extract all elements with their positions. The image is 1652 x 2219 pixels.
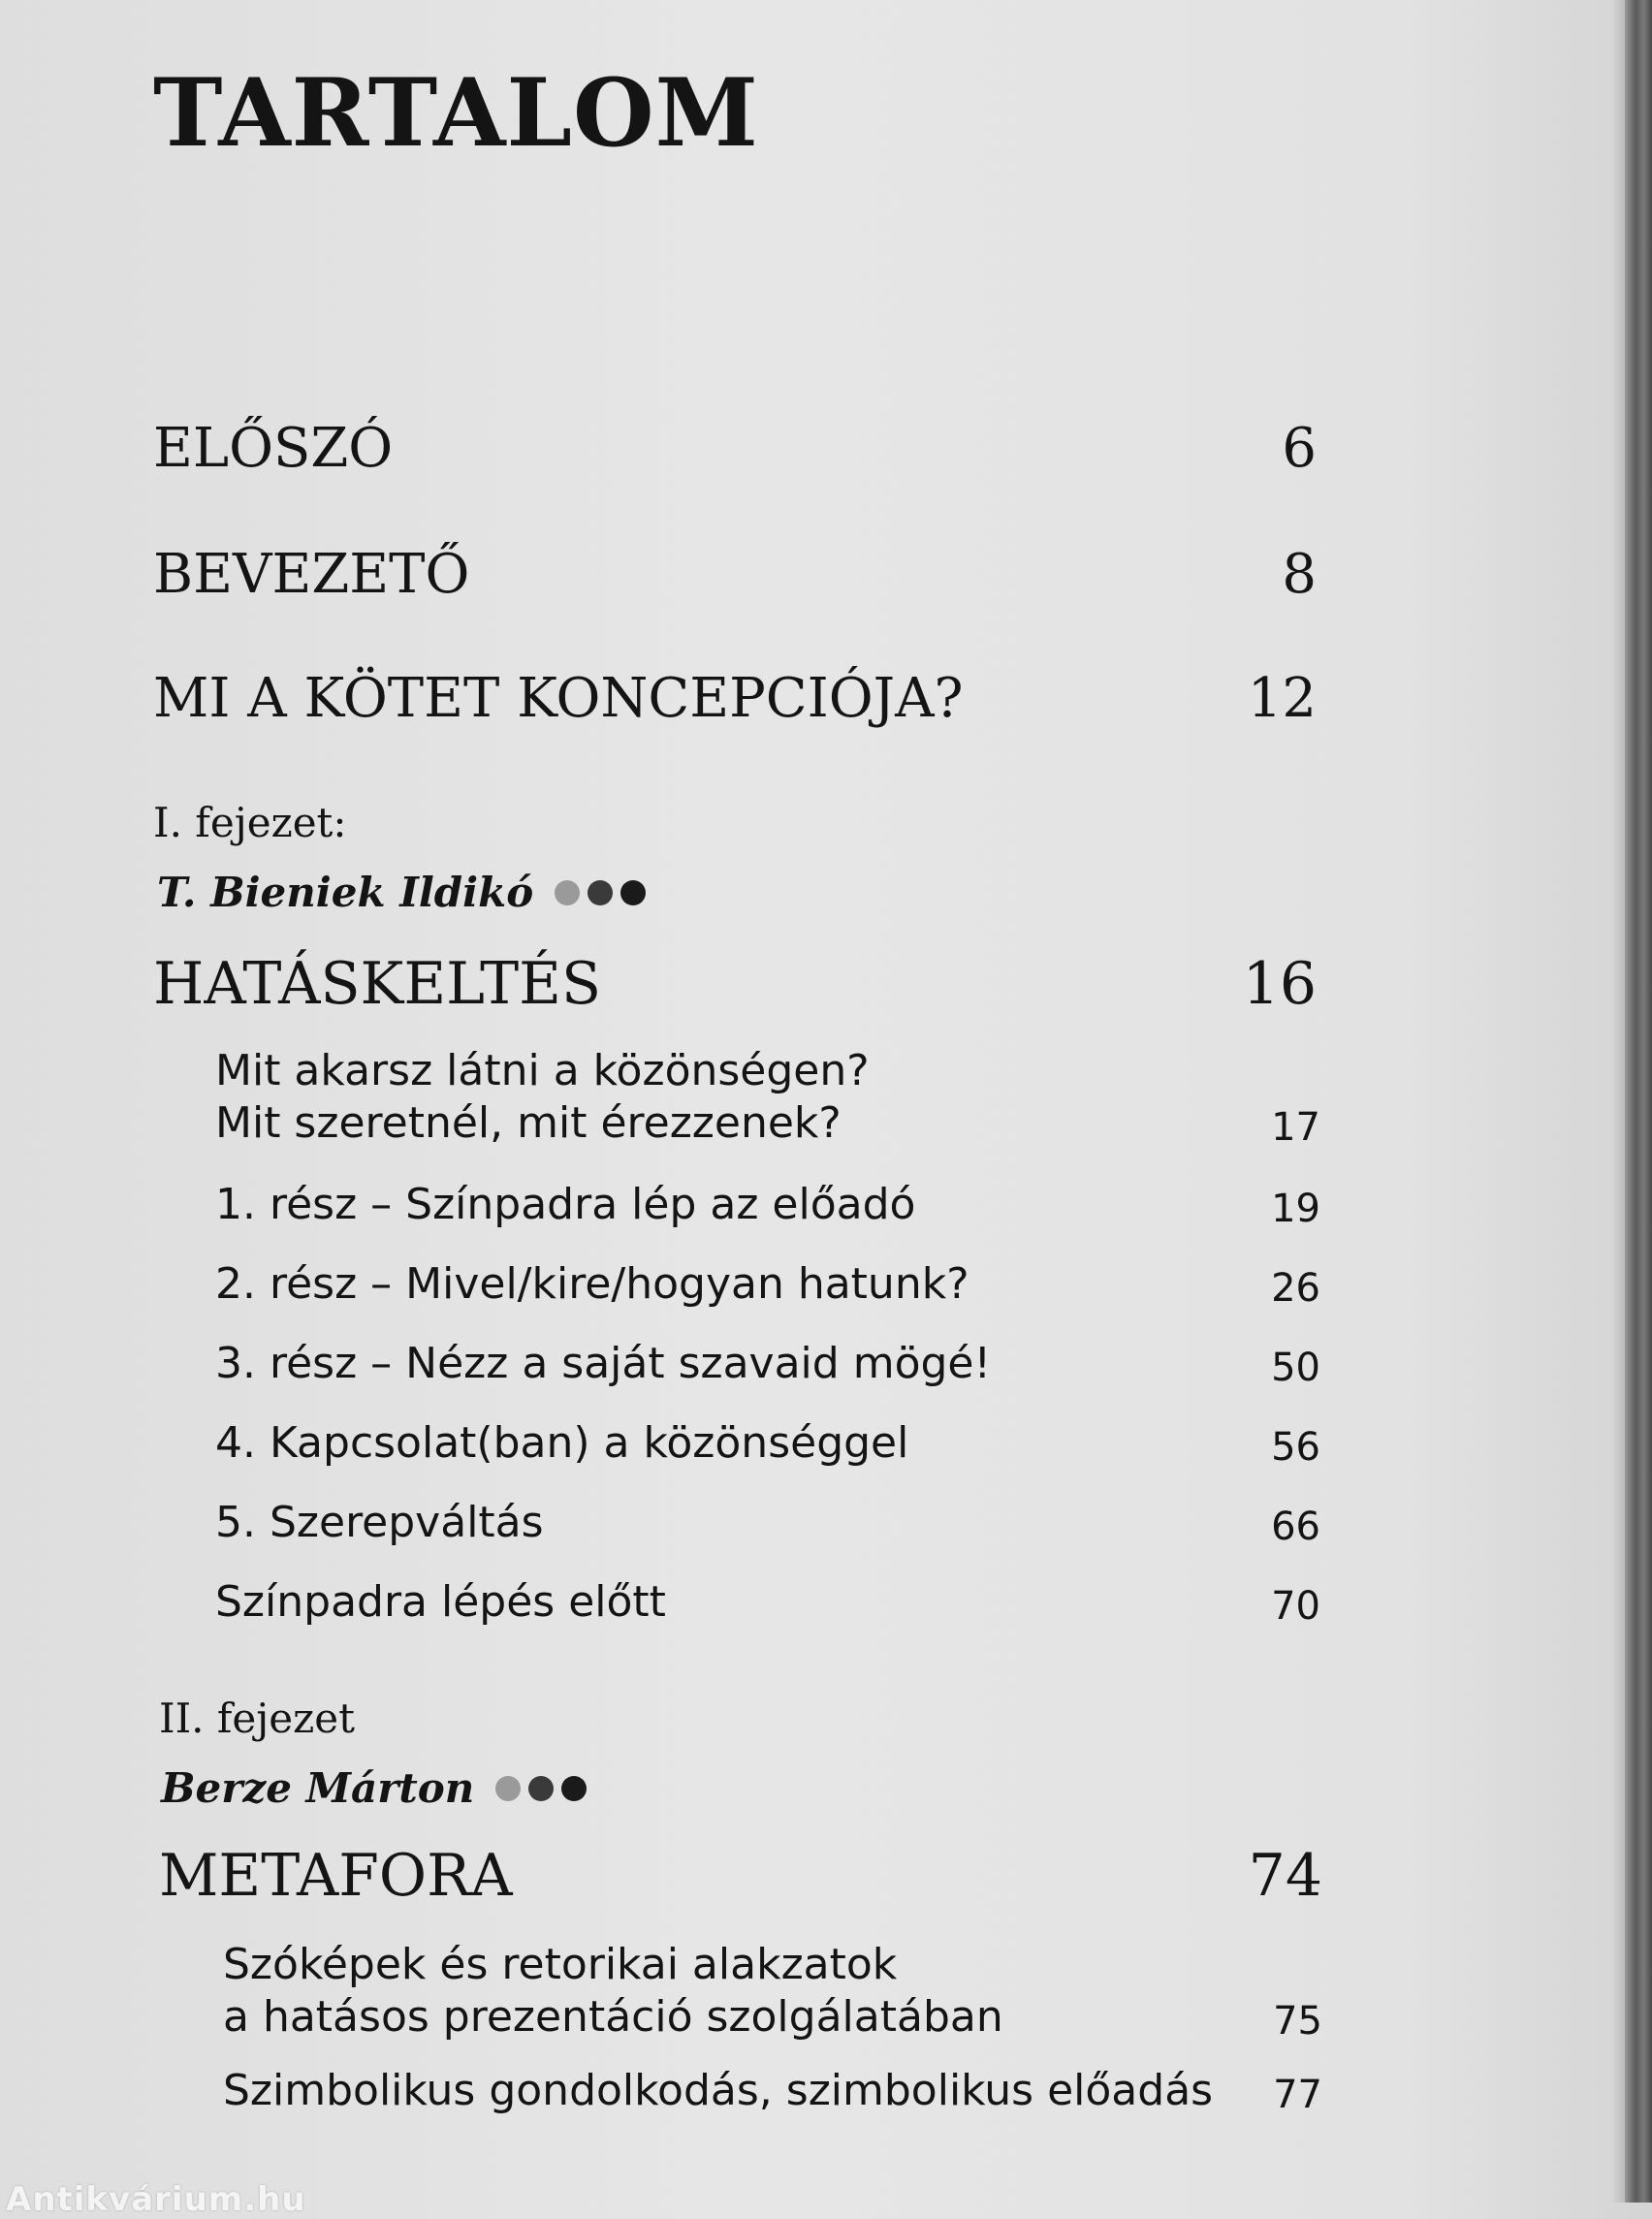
toc-entry-bevezeto [153, 543, 1317, 606]
chapter-label: I. fejezet: [153, 799, 347, 846]
toc-subentry-title: 3. rész – Nézz a saját szavaid mögé! [215, 1339, 992, 1388]
toc-subentry-page: 66 [1271, 1505, 1320, 1549]
chapter-label: II. fejezet [159, 1695, 356, 1742]
chapter-heading [153, 950, 1317, 1018]
toc-subentry [215, 1338, 1320, 1390]
dot-icon [528, 1776, 554, 1801]
toc-subentry [215, 1179, 1320, 1231]
toc-subentry-title: 4. Kapcsolat(ban) a közönséggel [215, 1418, 909, 1468]
rating-dots-icon [555, 880, 646, 905]
toc-subentry [215, 1045, 1320, 1150]
toc-subentry-title: 2. rész – Mivel/kire/hogyan hatunk? [215, 1259, 969, 1309]
toc-subentry-line: Mit akarsz látni a közönségen? [215, 1046, 870, 1095]
toc-subentry-title: Színpadra lépés előtt [215, 1577, 666, 1627]
toc-entry-page: 12 [1247, 667, 1317, 730]
chapter-heading [159, 1842, 1322, 1910]
dot-icon [561, 1776, 587, 1801]
toc-subentry [215, 1497, 1320, 1549]
book-page-edge [1625, 0, 1652, 2203]
dot-icon [620, 880, 646, 905]
chapter-author [161, 1764, 587, 1812]
toc-subentry-title: 5. Szerepváltás [215, 1498, 544, 1547]
toc-subentry-page: 19 [1271, 1187, 1320, 1231]
toc-entry-page: 8 [1282, 543, 1317, 606]
toc-entry-title: MI A KÖTET KONCEPCIÓJA? [153, 667, 964, 730]
page-title: TARTALOM [153, 58, 759, 168]
toc-subentry-page: 77 [1273, 2073, 1322, 2117]
toc-subentry-page: 26 [1271, 1266, 1320, 1311]
toc-subentry [223, 2065, 1322, 2117]
toc-entry-title: BEVEZETŐ [153, 543, 470, 606]
toc-subentry [215, 1417, 1320, 1470]
toc-subentry [223, 1939, 1322, 2044]
toc-subentry-page: 50 [1271, 1346, 1320, 1390]
toc-entry-eloszo [153, 417, 1317, 480]
chapter-heading-title: HATÁSKELTÉS [153, 950, 602, 1018]
toc-entry-page: 6 [1282, 417, 1317, 480]
toc-subentry-page: 17 [1271, 1105, 1320, 1150]
chapter-heading-page: 16 [1242, 950, 1317, 1018]
chapter-heading-title: METAFORA [159, 1842, 513, 1910]
toc-entry-koncepcio [153, 667, 1317, 730]
toc-subentry-page: 70 [1271, 1584, 1320, 1629]
dot-icon [495, 1776, 521, 1801]
toc-subentry-line: a hatásos prezentáció szolgálatában [223, 1992, 1003, 2042]
toc-entry-title: ELŐSZÓ [153, 417, 394, 480]
chapter-author [157, 869, 646, 916]
toc-subentry-line: Mit szeretnél, mit érezzenek? [215, 1098, 842, 1148]
toc-subentry [215, 1576, 1320, 1629]
toc-subentry [215, 1258, 1320, 1311]
toc-subentry-line: Szóképek és retorikai alakzatok [223, 1940, 898, 1989]
watermark-text: Antikvárium.hu [6, 2180, 306, 2219]
toc-subentry-page: 56 [1271, 1425, 1320, 1470]
rating-dots-icon [495, 1776, 587, 1801]
toc-subentry-page: 75 [1273, 1999, 1322, 2044]
dot-icon [555, 880, 580, 905]
toc-subentry-title: 1. rész – Színpadra lép az előadó [215, 1180, 916, 1229]
author-name: Berze Márton [161, 1764, 475, 1812]
dot-icon [588, 880, 613, 905]
author-name: T. Bieniek Ildikó [157, 869, 534, 916]
toc-subentry-title: Szimbolikus gondolkodás, szimbolikus előadás [223, 2066, 1214, 2115]
chapter-heading-page: 74 [1248, 1842, 1322, 1910]
